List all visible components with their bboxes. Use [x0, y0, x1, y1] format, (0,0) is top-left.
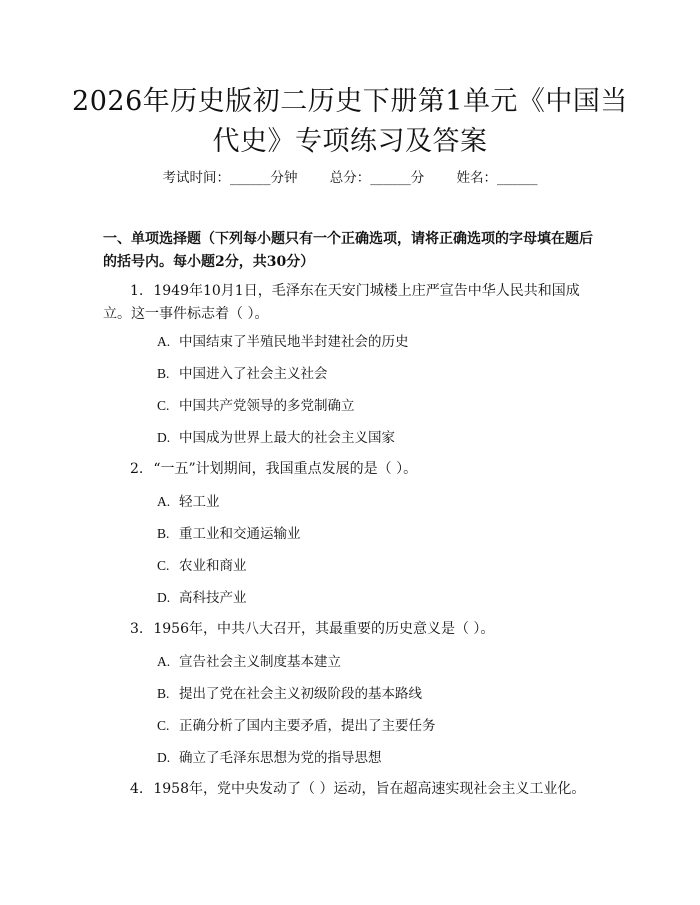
option-letter: B. [157, 366, 170, 381]
option-letter: D. [157, 590, 171, 605]
question-text: 1949年10月1日，毛泽东在天安门城楼上庄严宣告中华人民共和国成立。这一事件标志着（ ）。 [103, 283, 580, 322]
question-4 [103, 778, 603, 801]
total-score-label: 总分：______分 [329, 170, 425, 186]
option-1d [157, 428, 597, 448]
option-3c [157, 716, 597, 736]
question-number: 3. [130, 621, 144, 637]
section-heading: 一、单项选择题（下列每小题只有一个正确选项，请将正确选项的字母填在题后的括号内。每小题2分，共30分） [103, 231, 593, 270]
option-letter: D. [157, 750, 171, 765]
option-text: 高科技产业 [179, 590, 247, 606]
option-3b [157, 684, 597, 704]
exam-time-label: 考试时间：______分钟 [162, 170, 298, 186]
option-text: 确立了毛泽东思想为党的指导思想 [179, 750, 382, 766]
question-number: 2. [130, 461, 144, 477]
question-number: 4. [130, 781, 144, 797]
question-1 [103, 280, 603, 326]
option-letter: B. [157, 526, 170, 541]
option-text: 正确分析了国内主要矛盾，提出了主要任务 [179, 718, 436, 734]
question-2 [103, 458, 603, 481]
option-text: 提出了党在社会主义初级阶段的基本路线 [179, 686, 422, 702]
student-name-label: 姓名：______ [456, 170, 538, 186]
question-number: 1. [130, 283, 144, 299]
option-text: 中国结束了半殖民地半封建社会的历史 [179, 334, 409, 350]
question-text: 1958年，党中央发动了（ ）运动，旨在超高速实现社会主义工业化。 [153, 781, 586, 797]
option-letter: B. [157, 686, 170, 701]
option-1a [157, 332, 597, 352]
option-2a [157, 492, 597, 512]
option-letter: C. [157, 558, 170, 573]
option-1c [157, 396, 597, 416]
option-3a [157, 652, 597, 672]
option-letter: A. [157, 494, 171, 509]
exam-meta [0, 168, 700, 188]
option-letter: C. [157, 398, 170, 413]
option-3d [157, 748, 597, 768]
document-title: 2026年历史版初二历史下册第1单元《中国当代史》专项练习及答案 [72, 86, 628, 157]
option-text: 轻工业 [179, 494, 220, 510]
option-letter: A. [157, 334, 171, 349]
option-text: 中国成为世界上最大的社会主义国家 [179, 430, 395, 446]
option-text: 农业和商业 [179, 558, 247, 574]
option-letter: A. [157, 654, 171, 669]
option-2c [157, 556, 597, 576]
option-text: 宣告社会主义制度基本建立 [179, 654, 341, 670]
option-text: 中国共产党领导的多党制确立 [179, 398, 355, 414]
option-letter: D. [157, 430, 171, 445]
option-2d [157, 588, 597, 608]
question-text: 1956年，中共八大召开，其最重要的历史意义是（ ）。 [153, 621, 495, 637]
option-text: 中国进入了社会主义社会 [179, 366, 328, 382]
option-text: 重工业和交通运输业 [179, 526, 301, 542]
option-2b [157, 524, 597, 544]
question-3 [103, 618, 603, 641]
option-letter: C. [157, 718, 170, 733]
question-text: “一五”计划期间，我国重点发展的是（ ）。 [153, 461, 418, 477]
option-1b [157, 364, 597, 384]
